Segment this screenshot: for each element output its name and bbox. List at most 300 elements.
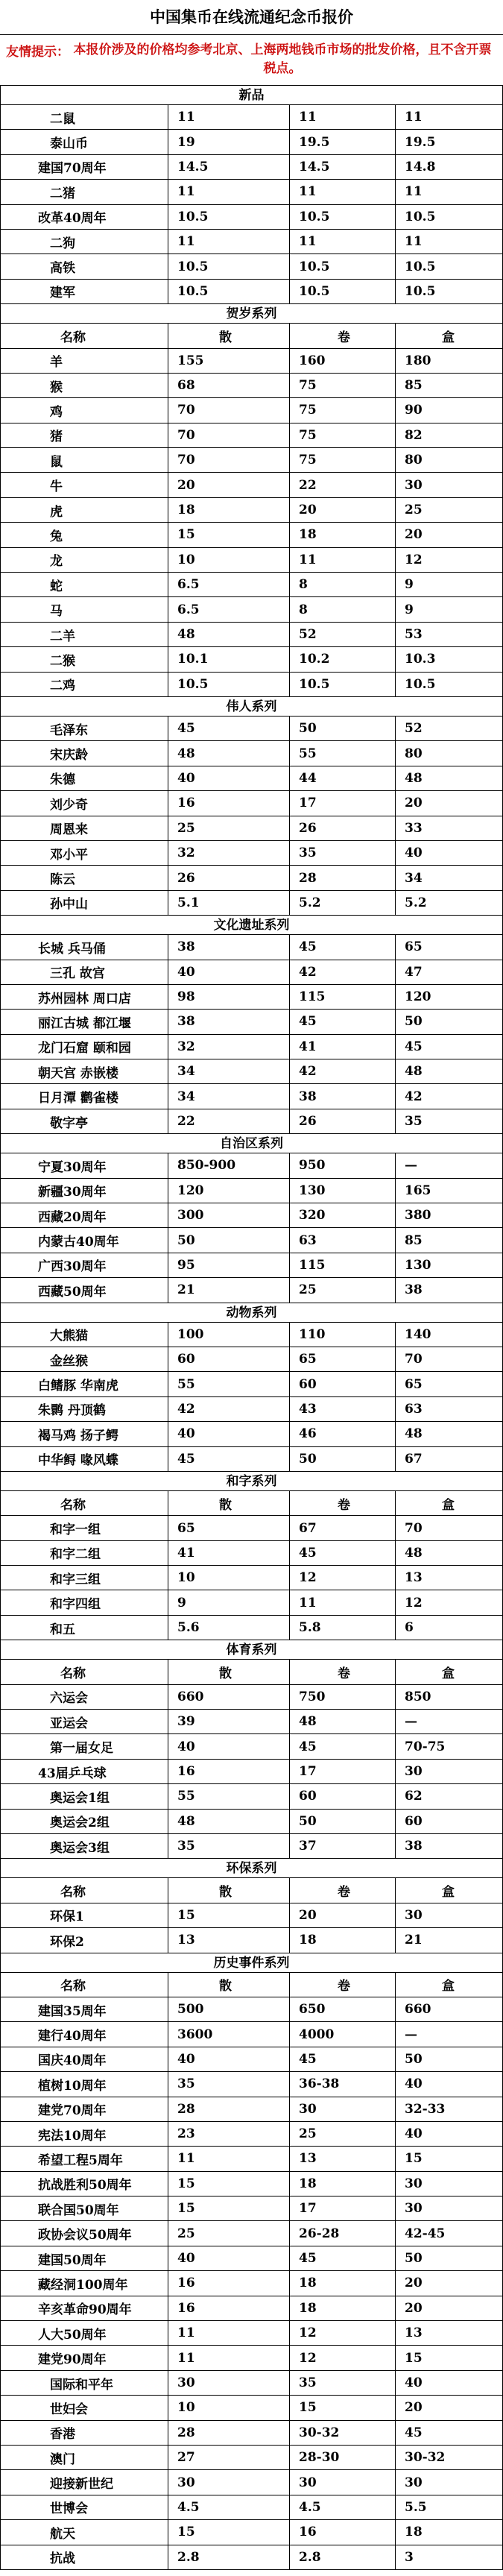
cell-roll: 17 bbox=[290, 2196, 396, 2220]
table-row bbox=[0, 155, 503, 180]
cell-box: 盒 bbox=[442, 330, 455, 345]
cell-box: 45 bbox=[405, 2425, 423, 2440]
table-row bbox=[0, 1153, 503, 1178]
cell-roll: 12 bbox=[290, 2346, 396, 2369]
table-row bbox=[0, 717, 503, 741]
cell-name: 奥运会1组 bbox=[1, 1784, 168, 1808]
cell-box: — bbox=[405, 1714, 417, 1730]
cell-name: 猴 bbox=[1, 374, 168, 397]
cell-box: 42 bbox=[405, 1089, 423, 1104]
cell-name: 抗战 bbox=[1, 2545, 168, 2569]
table-row bbox=[0, 1810, 503, 1834]
cell-loose: 28 bbox=[168, 2097, 290, 2121]
cell-name: 朱德 bbox=[1, 766, 168, 790]
cell-box: 50 bbox=[405, 2251, 423, 2267]
cell-roll: 52 bbox=[290, 623, 396, 646]
table-row bbox=[0, 1010, 503, 1034]
cell-name: 建国70周年 bbox=[1, 155, 168, 179]
cell-loose: 23 bbox=[168, 2122, 290, 2146]
cell-box: 盒 bbox=[442, 1979, 455, 1994]
cell-loose: 30 bbox=[168, 2371, 290, 2395]
cell-roll: 18 bbox=[290, 1928, 396, 1952]
cell-loose: 15 bbox=[168, 2172, 290, 2196]
cell-roll: 60 bbox=[290, 1372, 396, 1396]
cell-name: 亚运会 bbox=[1, 1710, 168, 1733]
cell-name: 丽江古城 都江堰 bbox=[1, 1010, 168, 1033]
cell-roll: 18 bbox=[290, 2271, 396, 2295]
cell-name: 名称 bbox=[1, 1491, 168, 1515]
cell-box: 40 bbox=[405, 2076, 423, 2092]
cell-name: 建国35周年 bbox=[1, 1997, 168, 2021]
column-header-row bbox=[0, 1973, 503, 1997]
table-row bbox=[0, 1084, 503, 1109]
table-row bbox=[0, 2495, 503, 2520]
cell-name: 和五 bbox=[1, 1616, 168, 1640]
cell-name: 广西30周年 bbox=[1, 1253, 168, 1277]
cell-box: 50 bbox=[405, 1014, 423, 1030]
cell-roll: 26 bbox=[290, 816, 396, 840]
section-title: 贺岁系列 bbox=[0, 304, 503, 324]
cell-loose: 65 bbox=[168, 1516, 290, 1540]
cell-name: 鸡 bbox=[1, 398, 168, 422]
cell-name: 新疆30周年 bbox=[1, 1179, 168, 1203]
cell-box: 6 bbox=[405, 1620, 414, 1636]
section-title: 和字系列 bbox=[0, 1472, 503, 1491]
cell-roll: 75 bbox=[290, 423, 396, 447]
cell-roll: 20 bbox=[290, 1903, 396, 1927]
cell-roll: 4000 bbox=[290, 2022, 396, 2046]
table-row bbox=[0, 1372, 503, 1396]
table-row bbox=[0, 791, 503, 816]
cell-roll: 卷 bbox=[290, 1973, 396, 1997]
table-row bbox=[0, 254, 503, 279]
cell-name: 二猪 bbox=[1, 180, 168, 204]
cell-name: 日月潭 鹳雀楼 bbox=[1, 1084, 168, 1108]
cell-name: 第一届女足 bbox=[1, 1734, 168, 1758]
cell-name: 邓小平 bbox=[1, 841, 168, 865]
cell-roll: 750 bbox=[290, 1685, 396, 1709]
table-row bbox=[0, 1760, 503, 1784]
cell-name: 朝天宫 赤嵌楼 bbox=[1, 1059, 168, 1083]
cell-loose: 11 bbox=[168, 105, 290, 129]
table-row bbox=[0, 1347, 503, 1372]
cell-box: 12 bbox=[405, 1595, 423, 1610]
cell-roll: 44 bbox=[290, 766, 396, 790]
cell-box: 盒 bbox=[442, 1497, 455, 1513]
cell-box: 20 bbox=[405, 2300, 423, 2316]
table-row bbox=[0, 180, 503, 204]
table-row bbox=[0, 2321, 503, 2346]
table-row bbox=[0, 2520, 503, 2545]
table-row bbox=[0, 891, 503, 916]
cell-name: 和字四组 bbox=[1, 1590, 168, 1614]
cell-roll: 50 bbox=[290, 717, 396, 740]
cell-loose: 15 bbox=[168, 1903, 290, 1927]
cell-name: 抗战胜利50周年 bbox=[1, 2172, 168, 2196]
table-row bbox=[0, 1059, 503, 1084]
table-row bbox=[0, 349, 503, 374]
cell-roll: 60 bbox=[290, 1784, 396, 1808]
cell-name: 名称 bbox=[1, 324, 168, 347]
table-row bbox=[0, 2396, 503, 2420]
cell-loose: 40 bbox=[168, 1422, 290, 1446]
cell-roll: 42 bbox=[290, 960, 396, 984]
cell-box: 80 bbox=[405, 746, 423, 761]
cell-name: 建国50周年 bbox=[1, 2246, 168, 2270]
cell-box: 165 bbox=[405, 1182, 431, 1198]
cell-loose: 35 bbox=[168, 2072, 290, 2096]
cell-name: 三孔 故宫 bbox=[1, 960, 168, 984]
cell-box: 180 bbox=[405, 353, 431, 368]
cell-roll: 18 bbox=[290, 2172, 396, 2196]
cell-name: 兔 bbox=[1, 523, 168, 547]
cell-roll: 25 bbox=[290, 2122, 396, 2146]
table-row bbox=[0, 985, 503, 1010]
cell-box: 13 bbox=[405, 1570, 423, 1586]
cell-roll: 16 bbox=[290, 2520, 396, 2544]
cell-loose: 10.5 bbox=[168, 673, 290, 696]
cell-box: 48 bbox=[405, 1064, 423, 1080]
cell-box: 21 bbox=[405, 1933, 423, 1948]
section-title: 新品 bbox=[0, 86, 503, 105]
cell-roll: 10.5 bbox=[290, 673, 396, 696]
cell-loose: 45 bbox=[168, 1447, 290, 1471]
table-row bbox=[0, 866, 503, 890]
cell-name: 和字二组 bbox=[1, 1541, 168, 1565]
cell-loose: 11 bbox=[168, 230, 290, 253]
cell-roll: 50 bbox=[290, 1810, 396, 1833]
cell-roll: 11 bbox=[290, 1590, 396, 1614]
cell-loose: 16 bbox=[168, 2296, 290, 2320]
cell-name: 宪法10周年 bbox=[1, 2122, 168, 2146]
cell-roll: 18 bbox=[290, 2296, 396, 2320]
cell-roll: 26-28 bbox=[290, 2221, 396, 2245]
cell-loose: 10.5 bbox=[168, 254, 290, 278]
table-row bbox=[0, 2545, 503, 2570]
table-row bbox=[0, 423, 503, 448]
cell-name: 宁夏30周年 bbox=[1, 1153, 168, 1177]
cell-name: 希望工程5周年 bbox=[1, 2147, 168, 2170]
table-row bbox=[0, 2147, 503, 2171]
cell-loose: 3600 bbox=[168, 2022, 290, 2046]
cell-roll: 67 bbox=[290, 1516, 396, 1540]
column-header-row bbox=[0, 1660, 503, 1684]
table-row bbox=[0, 2371, 503, 2396]
cell-name: 澳门 bbox=[1, 2446, 168, 2469]
cell-name: 周恩来 bbox=[1, 816, 168, 840]
table-row bbox=[0, 673, 503, 697]
cell-box: 53 bbox=[405, 627, 423, 642]
cell-loose: 70 bbox=[168, 448, 290, 472]
cell-name: 世博会 bbox=[1, 2495, 168, 2519]
cell-name: 辛亥革命90周年 bbox=[1, 2296, 168, 2320]
cell-roll: 75 bbox=[290, 448, 396, 472]
table-row bbox=[0, 130, 503, 154]
cell-loose: 16 bbox=[168, 1760, 290, 1783]
cell-roll: 20 bbox=[290, 498, 396, 522]
cell-roll: 10.5 bbox=[290, 205, 396, 229]
table-row bbox=[0, 2421, 503, 2446]
cell-name: 国际和平年 bbox=[1, 2371, 168, 2395]
cell-roll: 5.2 bbox=[290, 891, 396, 915]
cell-box: 15 bbox=[405, 2350, 423, 2366]
cell-loose: 11 bbox=[168, 2321, 290, 2345]
cell-box: 65 bbox=[405, 1376, 423, 1392]
cell-box: 63 bbox=[405, 1401, 423, 1417]
cell-box: 850 bbox=[405, 1689, 431, 1704]
cell-loose: 35 bbox=[168, 1834, 290, 1858]
table-row bbox=[0, 398, 503, 423]
cell-loose: 32 bbox=[168, 1035, 290, 1059]
cell-box: 90 bbox=[405, 403, 423, 418]
table-row bbox=[0, 2097, 503, 2122]
cell-name: 二狗 bbox=[1, 230, 168, 253]
table-row bbox=[0, 741, 503, 766]
table-row bbox=[0, 1734, 503, 1759]
cell-box: 38 bbox=[405, 1839, 423, 1854]
cell-box: 47 bbox=[405, 964, 423, 980]
cell-name: 植树10周年 bbox=[1, 2072, 168, 2096]
table-row bbox=[0, 960, 503, 985]
notice-banner bbox=[0, 35, 503, 86]
cell-roll: 42 bbox=[290, 1059, 396, 1083]
table-row bbox=[0, 2022, 503, 2047]
cell-box: 30 bbox=[405, 2475, 423, 2490]
cell-loose: 70 bbox=[168, 398, 290, 422]
table-row bbox=[0, 2346, 503, 2370]
column-header-row bbox=[0, 1491, 503, 1516]
cell-roll: 15 bbox=[290, 2396, 396, 2419]
cell-roll: 5.8 bbox=[290, 1616, 396, 1640]
cell-name: 建党70周年 bbox=[1, 2097, 168, 2121]
cell-roll: 10.5 bbox=[290, 254, 396, 278]
cell-box: 11 bbox=[405, 184, 423, 200]
cell-loose: 25 bbox=[168, 816, 290, 840]
cell-loose: 13 bbox=[168, 1928, 290, 1952]
cell-name: 陈云 bbox=[1, 866, 168, 889]
cell-loose: 39 bbox=[168, 1710, 290, 1733]
cell-roll: 4.5 bbox=[290, 2495, 396, 2519]
cell-roll: 30 bbox=[290, 2097, 396, 2121]
cell-box: 140 bbox=[405, 1326, 431, 1342]
column-header-row bbox=[0, 324, 503, 348]
cell-name: 敬字亭 bbox=[1, 1109, 168, 1133]
table-row bbox=[0, 105, 503, 130]
cell-roll: 110 bbox=[290, 1323, 396, 1347]
cell-box: 35 bbox=[405, 1114, 423, 1130]
cell-roll: 卷 bbox=[290, 1491, 396, 1515]
cell-roll: 26 bbox=[290, 1109, 396, 1133]
cell-loose: 散 bbox=[168, 1878, 290, 1902]
table-row bbox=[0, 2122, 503, 2147]
cell-name: 刘少奇 bbox=[1, 791, 168, 815]
cell-name: 中华鲟 喙风蝶 bbox=[1, 1447, 168, 1471]
cell-loose: 4.5 bbox=[168, 2495, 290, 2519]
cell-roll: 18 bbox=[290, 523, 396, 547]
cell-roll: 950 bbox=[290, 1153, 396, 1177]
cell-name: 龙门石窟 颐和园 bbox=[1, 1035, 168, 1059]
cell-loose: 34 bbox=[168, 1059, 290, 1083]
cell-name: 长城 兵马俑 bbox=[1, 935, 168, 959]
cell-box: 30 bbox=[405, 2176, 423, 2191]
cell-loose: 18 bbox=[168, 498, 290, 522]
cell-name: 改革40周年 bbox=[1, 205, 168, 229]
table-row bbox=[0, 498, 503, 523]
table-row bbox=[0, 1784, 503, 1809]
cell-name: 名称 bbox=[1, 1660, 168, 1684]
price-table bbox=[0, 86, 503, 2570]
cell-roll: 12 bbox=[290, 1566, 396, 1590]
cell-box: 20 bbox=[405, 796, 423, 811]
cell-box: 40 bbox=[405, 845, 423, 861]
cell-loose: 16 bbox=[168, 2271, 290, 2295]
table-row bbox=[0, 374, 503, 398]
table-row bbox=[0, 2047, 503, 2072]
cell-name: 和字三组 bbox=[1, 1566, 168, 1590]
cell-roll: 12 bbox=[290, 2321, 396, 2345]
cell-loose: 10.5 bbox=[168, 205, 290, 229]
cell-name: 世妇会 bbox=[1, 2396, 168, 2419]
cell-loose: 6.5 bbox=[168, 597, 290, 621]
cell-roll: 35 bbox=[290, 2371, 396, 2395]
cell-loose: 散 bbox=[168, 1973, 290, 1997]
section-title: 体育系列 bbox=[0, 1640, 503, 1660]
cell-loose: 55 bbox=[168, 1372, 290, 1396]
cell-box: 85 bbox=[405, 1232, 423, 1248]
table-row bbox=[0, 1397, 503, 1422]
cell-roll: 75 bbox=[290, 374, 396, 397]
cell-box: 盒 bbox=[442, 1885, 455, 1900]
section-title: 文化遗址系列 bbox=[0, 916, 503, 935]
cell-box: 10.5 bbox=[405, 283, 436, 299]
cell-box: 32-33 bbox=[405, 2101, 446, 2117]
table-row bbox=[0, 1035, 503, 1059]
cell-box: 30-32 bbox=[405, 2450, 446, 2466]
table-row bbox=[0, 1685, 503, 1710]
table-row bbox=[0, 2072, 503, 2097]
page-title: 中国集币在线流通纪念币报价 bbox=[0, 0, 503, 35]
cell-roll: 28 bbox=[290, 866, 396, 889]
cell-loose: 850-900 bbox=[168, 1153, 290, 1177]
cell-box: 10.5 bbox=[405, 209, 436, 224]
table-row bbox=[0, 1903, 503, 1928]
table-row bbox=[0, 766, 503, 791]
cell-roll: 11 bbox=[290, 105, 396, 129]
cell-roll: 45 bbox=[290, 1734, 396, 1758]
cell-name: 牛 bbox=[1, 473, 168, 497]
cell-name: 环保2 bbox=[1, 1928, 168, 1952]
cell-roll: 45 bbox=[290, 2047, 396, 2071]
notice-label: 友情提示： bbox=[6, 45, 69, 60]
table-row bbox=[0, 280, 503, 304]
cell-loose: 42 bbox=[168, 1397, 290, 1421]
cell-roll: 17 bbox=[290, 1760, 396, 1783]
cell-roll: 55 bbox=[290, 741, 396, 765]
cell-box: 9 bbox=[405, 577, 414, 593]
cell-box: 25 bbox=[405, 503, 423, 518]
cell-roll: 卷 bbox=[290, 324, 396, 347]
cell-box: 62 bbox=[405, 1789, 423, 1804]
cell-loose: 500 bbox=[168, 1997, 290, 2021]
cell-name: 内蒙古40周年 bbox=[1, 1228, 168, 1252]
cell-name: 43届乒乓球 bbox=[1, 1760, 168, 1783]
cell-name: 马 bbox=[1, 597, 168, 621]
cell-roll: 320 bbox=[290, 1203, 396, 1227]
cell-loose: 散 bbox=[168, 1491, 290, 1515]
cell-box: 48 bbox=[405, 1426, 423, 1442]
table-row bbox=[0, 2172, 503, 2196]
cell-roll: 48 bbox=[290, 1710, 396, 1733]
table-row bbox=[0, 1616, 503, 1640]
cell-roll: 14.5 bbox=[290, 155, 396, 179]
table-row bbox=[0, 1447, 503, 1472]
notice-text: 本报价涉及的价格均参考北京、上海两地钱币市场的批发价格，且不含开票税点。 bbox=[73, 42, 492, 76]
cell-box: 65 bbox=[405, 939, 423, 955]
cell-loose: 34 bbox=[168, 1084, 290, 1108]
table-row bbox=[0, 2221, 503, 2246]
table-row bbox=[0, 1834, 503, 1859]
cell-name: 政协会议50周年 bbox=[1, 2221, 168, 2245]
cell-box: — bbox=[405, 2027, 417, 2042]
section-title: 历史事件系列 bbox=[0, 1953, 503, 1973]
cell-roll: 2.8 bbox=[290, 2545, 396, 2569]
cell-loose: 60 bbox=[168, 1347, 290, 1371]
cell-name: 藏经洞100周年 bbox=[1, 2271, 168, 2295]
cell-roll: 13 bbox=[290, 2147, 396, 2170]
cell-roll: 45 bbox=[290, 2246, 396, 2270]
cell-roll: 38 bbox=[290, 1084, 396, 1108]
cell-box: 9 bbox=[405, 602, 414, 617]
cell-box: 19.5 bbox=[405, 134, 436, 150]
cell-roll: 11 bbox=[290, 230, 396, 253]
cell-loose: 22 bbox=[168, 1109, 290, 1133]
cell-roll: 115 bbox=[290, 1253, 396, 1277]
cell-roll: 46 bbox=[290, 1422, 396, 1446]
cell-loose: 38 bbox=[168, 935, 290, 959]
cell-loose: 41 bbox=[168, 1541, 290, 1565]
cell-box: — bbox=[405, 1158, 417, 1174]
cell-loose: 6.5 bbox=[168, 573, 290, 596]
cell-loose: 散 bbox=[168, 1660, 290, 1684]
table-row bbox=[0, 548, 503, 573]
table-row bbox=[0, 2446, 503, 2470]
cell-roll: 160 bbox=[290, 349, 396, 373]
section-title: 自治区系列 bbox=[0, 1134, 503, 1153]
cell-name: 羊 bbox=[1, 349, 168, 373]
cell-roll: 30-32 bbox=[290, 2421, 396, 2445]
cell-name: 褐马鸡 扬子鳄 bbox=[1, 1422, 168, 1446]
cell-loose: 5.1 bbox=[168, 891, 290, 915]
cell-name: 人大50周年 bbox=[1, 2321, 168, 2345]
cell-roll: 45 bbox=[290, 1010, 396, 1033]
cell-roll: 10.2 bbox=[290, 647, 396, 671]
cell-box: 50 bbox=[405, 2051, 423, 2067]
cell-box: 38 bbox=[405, 1282, 423, 1298]
cell-loose: 32 bbox=[168, 841, 290, 865]
table-row bbox=[0, 2196, 503, 2221]
cell-box: 60 bbox=[405, 1813, 423, 1829]
cell-name: 白鳍豚 华南虎 bbox=[1, 1372, 168, 1396]
cell-box: 20 bbox=[405, 527, 423, 543]
cell-loose: 100 bbox=[168, 1323, 290, 1347]
section-title: 环保系列 bbox=[0, 1859, 503, 1878]
cell-roll: 卷 bbox=[290, 1878, 396, 1902]
cell-loose: 20 bbox=[168, 473, 290, 497]
cell-loose: 15 bbox=[168, 523, 290, 547]
cell-box: 18 bbox=[405, 2525, 423, 2540]
cell-roll: 45 bbox=[290, 1541, 396, 1565]
cell-name: 高铁 bbox=[1, 254, 168, 278]
